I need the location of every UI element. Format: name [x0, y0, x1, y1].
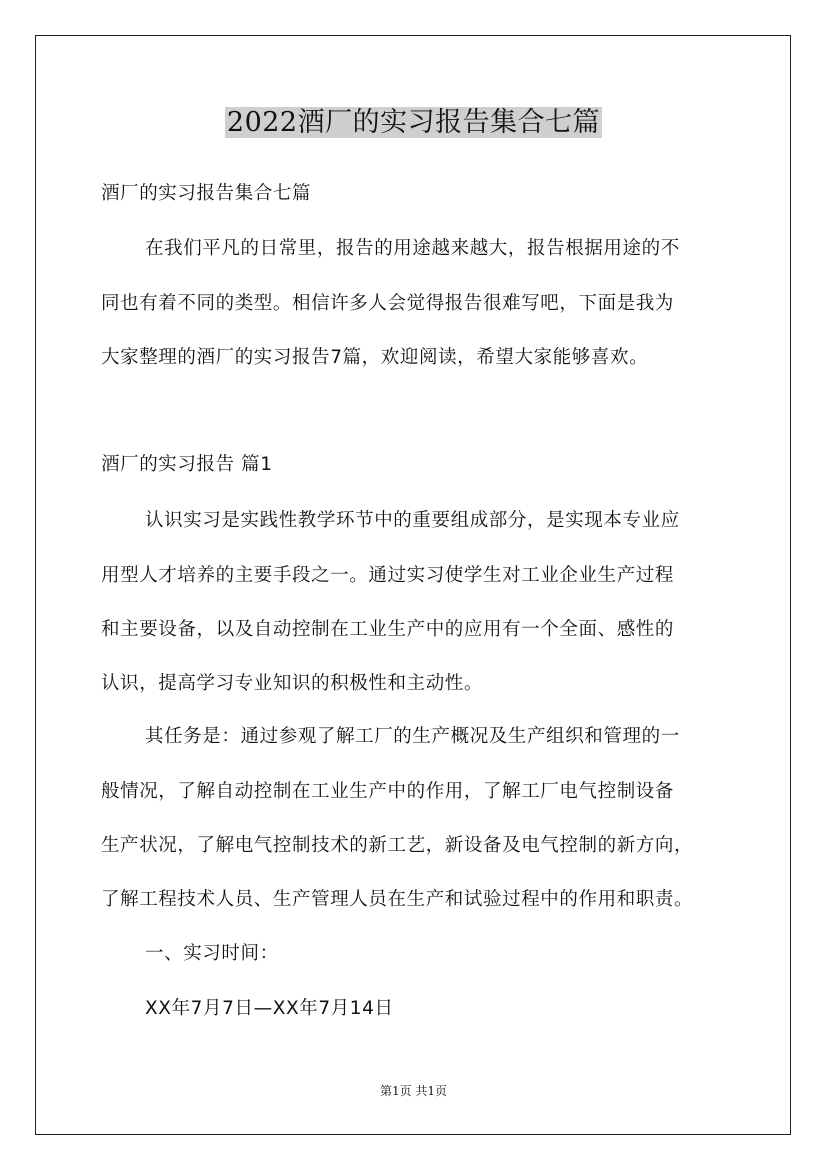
- paragraph-line: 其任务是：通过参观了解工厂的生产概况及生产组织和管理的一: [145, 726, 680, 747]
- page-footer: 第1页 共1页: [379, 1084, 448, 1098]
- paragraph-line: 般情况，了解自动控制在工业生产中的作用，了解工厂电气控制设备: [101, 781, 675, 802]
- paragraph-line: 用型人才培养的主要手段之一。通过实习使学生对工业企业生产过程: [101, 565, 675, 586]
- item-value: XX年7月7日—XX年7月14日: [145, 998, 394, 1019]
- document-title-text: 2022酒厂的实习报告集合七篇: [226, 107, 601, 138]
- paragraph-line: 和主要设备，以及自动控制在工业生产中的应用有一个全面、感性的: [101, 619, 675, 640]
- paragraph-line: 认识实习是实践性教学环节中的重要组成部分，是实现本专业应: [145, 510, 680, 531]
- paragraph-line: 认识，提高学习专业知识的积极性和主动性。: [101, 673, 484, 694]
- intro-line: 同也有着不同的类型。相信许多人会觉得报告很难写吧，下面是我为: [101, 293, 675, 314]
- paragraph-line: 生产状况，了解电气控制技术的新工艺，新设备及电气控制的新方向，: [101, 835, 694, 856]
- intro-line: 在我们平凡的日常里，报告的用途越来越大，报告根据用途的不: [145, 238, 680, 259]
- intro-line: 大家整理的酒厂的实习报告7篇，欢迎阅读，希望大家能够喜欢。: [101, 347, 649, 368]
- subtitle: 酒厂的实习报告集合七篇: [101, 183, 312, 204]
- section-heading: 酒厂的实习报告 篇1: [101, 454, 273, 475]
- document-title: [0, 103, 827, 143]
- item-heading: 一、实习时间：: [145, 943, 279, 964]
- paragraph-line: 了解工程技术人员、生产管理人员在生产和试验过程中的作用和职责。: [101, 889, 694, 910]
